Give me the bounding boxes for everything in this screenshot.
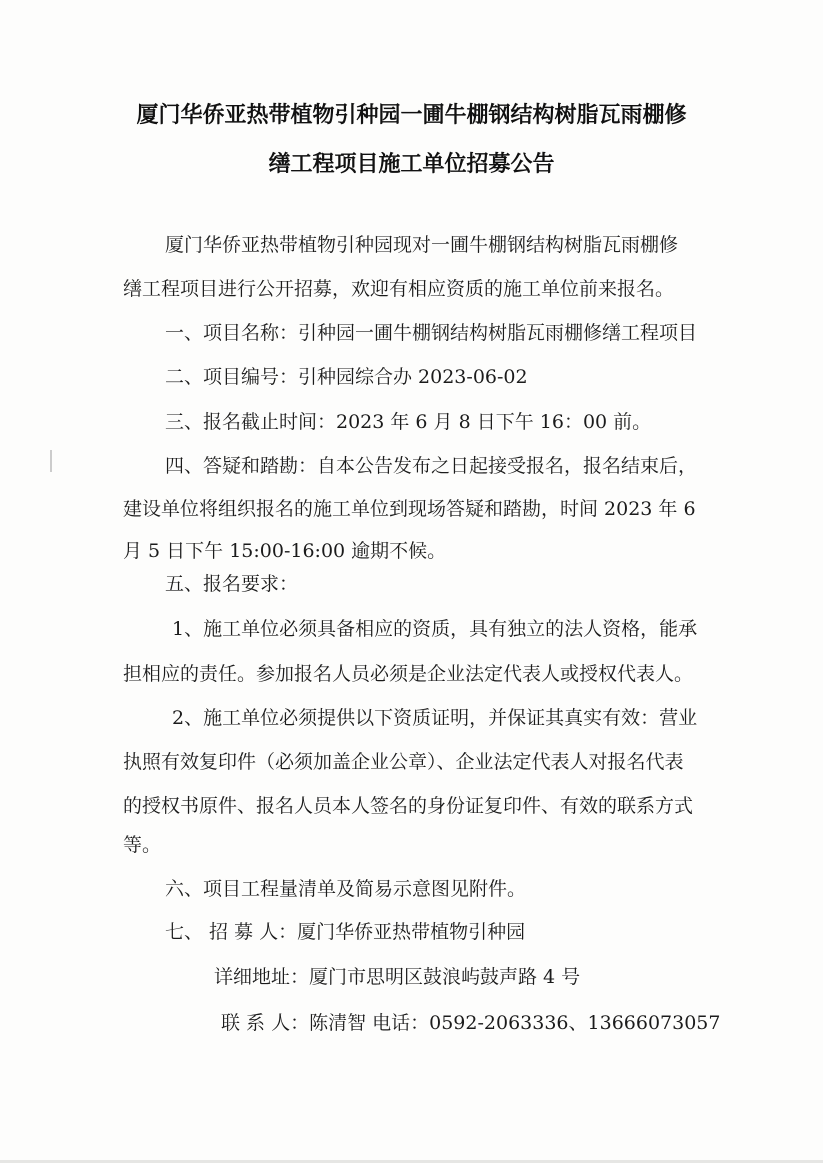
intro-line-2: 缮工程项目进行公开招募，欢迎有相应资质的施工单位前来报名。 — [123, 278, 675, 300]
contact-person: 联 系 人：陈清智 电话：0592-2063336、13666073057 — [221, 1012, 721, 1034]
requirement-1-line-2: 担相应的责任。参加报名人员必须是企业法定代表人或授权代表人。 — [123, 663, 694, 685]
item-attachments: 六、项目工程量清单及简易示意图见附件。 — [165, 878, 527, 900]
item-requirements-heading: 五、报名要求： — [165, 573, 299, 595]
intro-line-1: 厦门华侨亚热带植物引种园现对一圃牛棚钢结构树脂瓦雨棚修 — [165, 234, 679, 256]
requirement-2-line-1: 2、施工单位必须提供以下资质证明，并保证其真实有效：营业 — [172, 707, 698, 729]
requirement-1-line-1: 1、施工单位必须具备相应的资质，具有独立的法人资格，能承 — [172, 618, 698, 640]
item-deadline: 三、报名截止时间：2023 年 6 月 8 日下午 16：00 前。 — [165, 411, 652, 433]
item-site-visit-line-1: 四、答疑和踏勘：自本公告发布之日起接受报名，报名结束后， — [165, 455, 698, 477]
recruiter: 七、 招 募 人：厦门华侨亚热带植物引种园 — [165, 921, 526, 943]
item-site-visit-line-2: 建设单位将组织报名的施工单位到现场答疑和踏勘，时间 2023 年 6 — [123, 498, 696, 520]
address: 详细地址：厦门市思明区鼓浪屿鼓声路 4 号 — [214, 966, 581, 988]
document-title-line-2: 缮工程项目施工单位招募公告 — [268, 152, 555, 177]
item-site-visit-line-3: 月 5 日下午 15:00-16:00 逾期不候。 — [123, 540, 447, 562]
item-project-name: 一、项目名称：引种园一圃牛棚钢结构树脂瓦雨棚修缮工程项目 — [165, 322, 698, 344]
document-title-line-1: 厦门华侨亚热带植物引种园一圃牛棚钢结构树脂瓦雨棚修 — [136, 103, 687, 128]
scan-mark — [50, 450, 52, 472]
requirement-2-line-2: 执照有效复印件（必须加盖企业公章）、企业法定代表人对报名代表 — [123, 751, 684, 773]
item-project-number: 二、项目编号：引种园综合办 2023-06-02 — [165, 366, 528, 388]
requirement-2-line-3: 的授权书原件、报名人员本人签名的身份证复印件、有效的联系方式 — [123, 795, 694, 817]
requirement-2-line-4: 等。 — [123, 834, 162, 856]
